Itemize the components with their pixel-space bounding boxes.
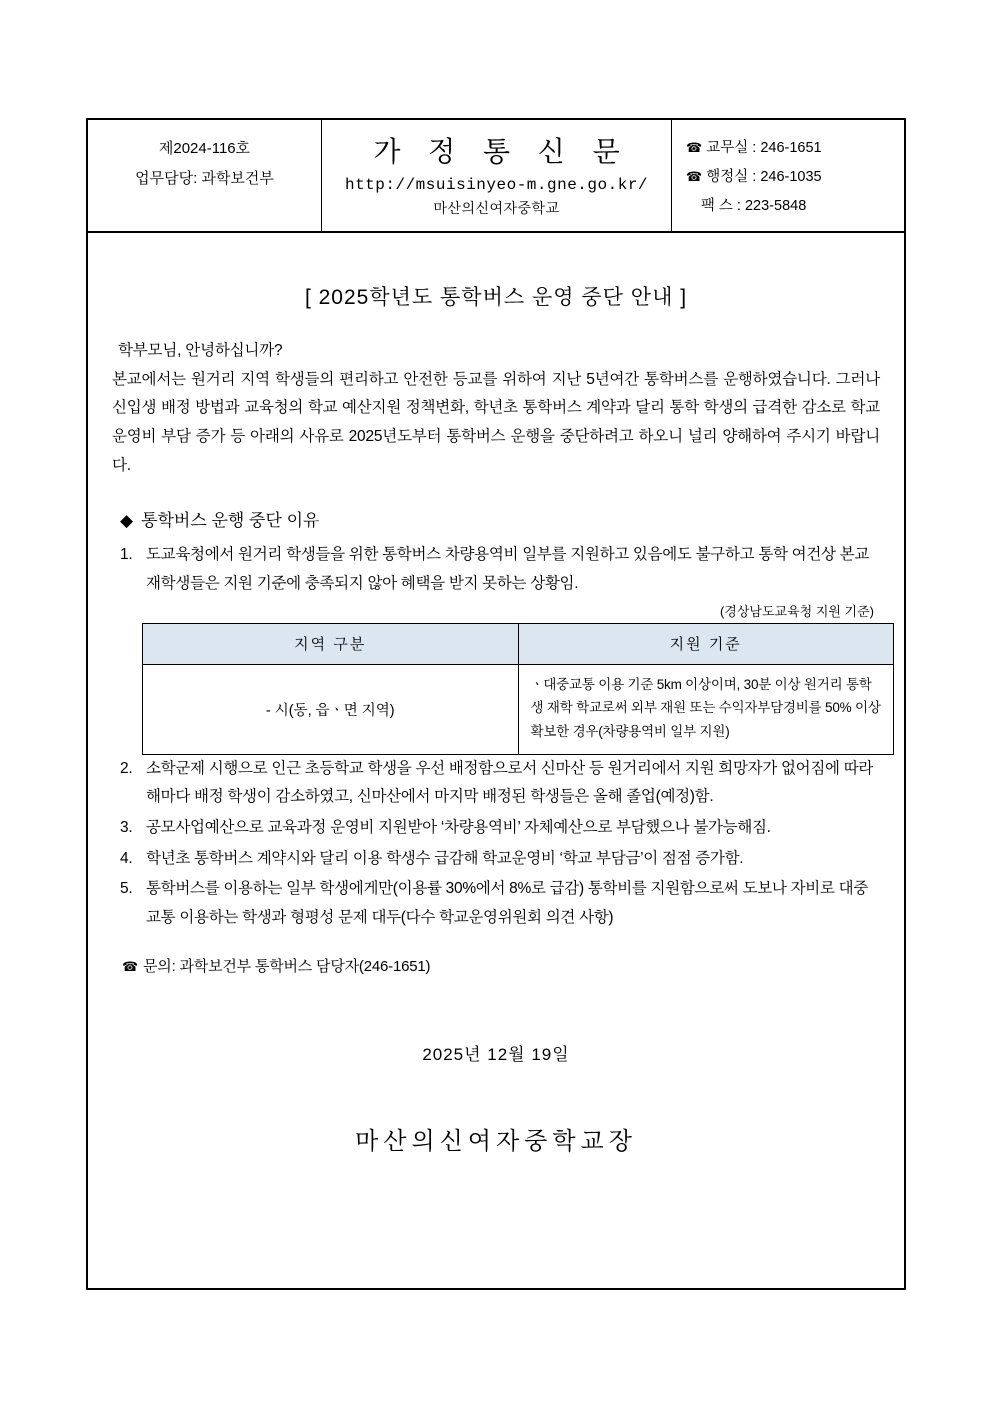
issue-date: 2025년 12월 19일: [422, 1044, 570, 1064]
signature-line: 마산의신여자중학교장: [355, 1127, 637, 1155]
list-item-label: 소학군제 시행으로 인근 초등학교 학생을 우선 배정함으로서 신마산 등 원거리에서 지원 희망자가 없어짐에 따라 해마다 배정 학생이 감소하였고, 신마산에서 마지막 배정된 학생들은 올해 졸업(예정)함.: [146, 759, 874, 806]
header-center-block: [322, 120, 672, 231]
contact-value-admin: 246-1035: [760, 169, 822, 185]
inquiry-line: [122, 955, 880, 976]
section-heading-label: 통학버스 운행 중단 이유: [141, 511, 320, 531]
list-item-label: 공모사업예산으로 교육과정 운영비 지원받아 ‘차량용역비’ 자체예산으로 부담했으나 불가능해짐.: [146, 818, 771, 836]
reason-list-part2: [112, 755, 880, 933]
list-item: [112, 875, 880, 932]
intro-text: 본교에서는 원거리 지역 학생들의 편리하고 안전한 등교를 위하여 지난 5년여간 통학버스를 운행하였습니다. 그러나 신입생 배정 방법과 교육청의 학교 예산지원 정책변화, 학년초 통학버스 계약과 달리 통학 학생의 급격한 감소로 학교 운영비 부담 증가 등 아래의 사유로 2025년도부터 통학버스 운행을 중단하려고 하오니 널리 양해하여 주시기 바랍니다.: [112, 370, 880, 474]
school-name: 마산의신여자중학교: [433, 200, 560, 216]
table-source-note: (경상남도교육청 지원 기준): [719, 603, 874, 619]
document-header: [88, 120, 904, 233]
list-item-label: 통학버스를 이용하는 일부 학생에게만(이용률 30%에서 8%로 급감) 통학비를 지원함으로써 도보나 자비로 대중교통 이용하는 학생과 형평성 문제 대두(다수 학교운영위원회 의견 사항): [146, 880, 868, 926]
contact-label-fax: 팩 스 :: [700, 198, 741, 214]
column-header-region: 지역 구분: [143, 623, 519, 664]
header-contact-block: [672, 120, 904, 231]
list-item-number: 1.: [120, 546, 133, 564]
support-criteria-table: [142, 623, 894, 755]
section-heading: [120, 506, 880, 531]
document-body: [88, 233, 904, 1156]
newsletter-title: 가 정 통 신 문: [373, 136, 630, 167]
list-item-number: 4.: [120, 849, 133, 867]
list-item: [112, 814, 880, 843]
list-item-number: 2.: [120, 759, 133, 777]
diamond-bullet-icon: ◆: [120, 511, 134, 531]
responsible-department: 업무담당: 과학보건부: [135, 170, 274, 187]
contact-row-fax: [686, 192, 894, 221]
intro-paragraph: [112, 337, 880, 480]
reason-list-part1: [112, 541, 880, 598]
cell-criteria: ㆍ대중교통 이용 기준 5km 이상이며, 30분 이상 원거리 통학생 재학 학교로써 외부 재원 또는 수익자부담경비를 50% 이상 확보한 경우(차량용역비 일부 지원): [518, 664, 894, 754]
notice-page: [86, 118, 906, 1290]
inquiry-label: 문의: 과학보건부 통학버스 담당자(246-1651): [143, 957, 431, 975]
phone-icon: ☎: [686, 140, 703, 155]
contact-label-office: 교무실 :: [706, 140, 757, 156]
contact-value-fax: 223-5848: [744, 198, 807, 214]
header-left-block: [88, 120, 322, 231]
list-item: [112, 541, 880, 598]
table-row: [143, 664, 894, 754]
phone-icon: ☎: [686, 169, 703, 184]
fax-spacer-icon: [686, 198, 697, 213]
list-item-number: 5.: [120, 880, 133, 898]
contact-row-admin: [686, 163, 894, 192]
list-item-label: 학년초 통학버스 계약시와 달리 이용 학생수 급감해 학교운영비 ‘학교 부담금’이 점점 증가함.: [146, 849, 744, 867]
greeting-line: 학부모님, 안녕하십니까?: [118, 342, 283, 359]
column-header-criteria: 지원 기준: [518, 623, 894, 664]
school-website-url[interactable]: http://msuisinyeo-m.gne.go.kr/: [344, 176, 649, 194]
list-item: [112, 845, 880, 874]
list-item-number: 3.: [120, 818, 133, 836]
document-number: 제2024-116호: [158, 140, 251, 157]
page-title: [ 2025학년도 통학버스 운영 중단 안내 ]: [304, 286, 688, 309]
contact-label-admin: 행정실 :: [706, 169, 757, 185]
contact-value-office: 246-1651: [760, 140, 822, 156]
contact-row-office: [686, 134, 894, 163]
cell-region: - 시(동, 읍ㆍ면 지역): [143, 664, 519, 754]
table-header-row: [143, 623, 894, 664]
list-item: [112, 755, 880, 812]
phone-icon: ☎: [122, 958, 138, 974]
list-item-label: 도교육청에서 원거리 학생들을 위한 통학버스 차량용역비 일부를 지원하고 있음에도 불구하고 통학 여건상 본교 재학생들은 지원 기준에 충족되지 않아 혜택을 받지 못하는 상황임.: [146, 546, 870, 593]
